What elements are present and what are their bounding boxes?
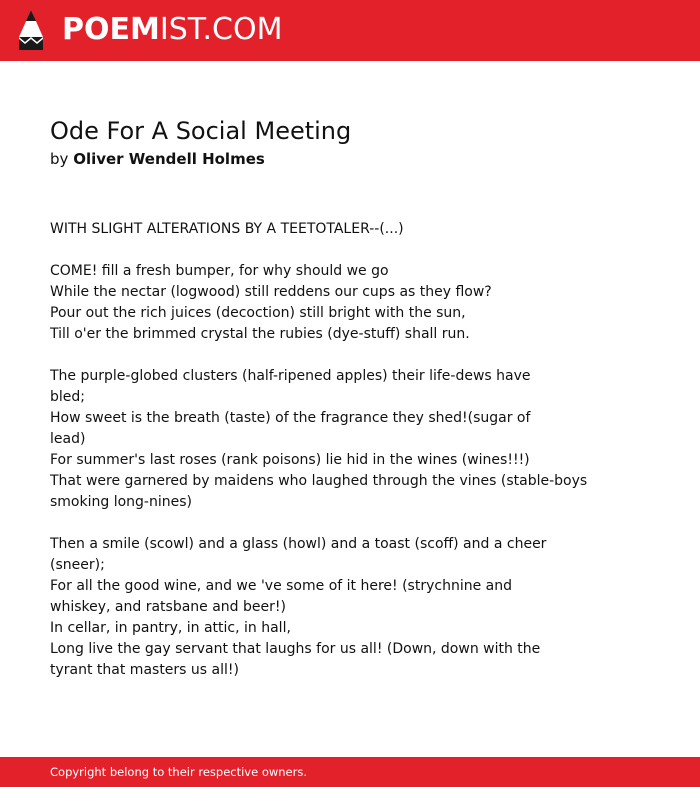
pencil-tip-icon[interactable] bbox=[17, 9, 45, 51]
poem-line: (sneer); bbox=[50, 557, 105, 573]
stanza-gap bbox=[50, 513, 650, 534]
poem-line: For summer's last roses (rank poisons) lie hid in the wines (wines!!!) bbox=[50, 452, 530, 468]
poem-line: Then a smile (scowl) and a glass (howl) and a toast (scoff) and a cheer bbox=[50, 536, 547, 552]
poem-line: smoking long-nines) bbox=[50, 494, 192, 510]
poem-line: Long live the gay servant that laughs for us all! (Down, down with the bbox=[50, 641, 541, 657]
poem-line: While the nectar (logwood) still reddens our cups as they flow? bbox=[50, 284, 492, 300]
poem-line: That were garnered by maidens who laughed through the vines (stable-boys bbox=[50, 473, 588, 489]
by-prefix: by bbox=[50, 150, 69, 168]
poem-line: For all the good wine, and we 've some of it here! (strychnine and bbox=[50, 578, 512, 594]
poem-body bbox=[50, 219, 650, 681]
poem-line: bled; bbox=[50, 389, 85, 405]
stanza-gap bbox=[50, 345, 650, 366]
author-name: Oliver Wendell Holmes bbox=[73, 150, 265, 168]
poem-line: Till o'er the brimmed crystal the rubies (dye-stuff) shall run. bbox=[50, 326, 470, 342]
byline bbox=[50, 149, 265, 169]
poem-line: WITH SLIGHT ALTERATIONS BY A TEETOTALER--(...) bbox=[50, 221, 404, 237]
poem-line: In cellar, in pantry, in attic, in hall, bbox=[50, 620, 291, 636]
poem-line: Pour out the rich juices (decoction) still bright with the sun, bbox=[50, 305, 466, 321]
site-logo[interactable] bbox=[62, 11, 282, 49]
poem-line: whiskey, and ratsbane and beer!) bbox=[50, 599, 286, 615]
poem-line: tyrant that masters us all!) bbox=[50, 662, 239, 678]
site-header bbox=[0, 0, 700, 61]
poem-line: The purple-globed clusters (half-ripened apples) their life-dews have bbox=[50, 368, 531, 384]
poem-line: How sweet is the breath (taste) of the fragrance they shed!(sugar of bbox=[50, 410, 531, 426]
poem-line: lead) bbox=[50, 431, 86, 447]
poem-title: Ode For A Social Meeting bbox=[50, 117, 352, 145]
poem-line: COME! fill a fresh bumper, for why should we go bbox=[50, 263, 389, 279]
site-footer bbox=[0, 757, 700, 787]
stanza-gap bbox=[50, 240, 650, 261]
logo-bold-text: POEM bbox=[62, 12, 160, 47]
copyright-notice: Copyright belong to their respective owners. bbox=[50, 765, 308, 779]
logo-light-text: IST.COM bbox=[159, 12, 283, 47]
